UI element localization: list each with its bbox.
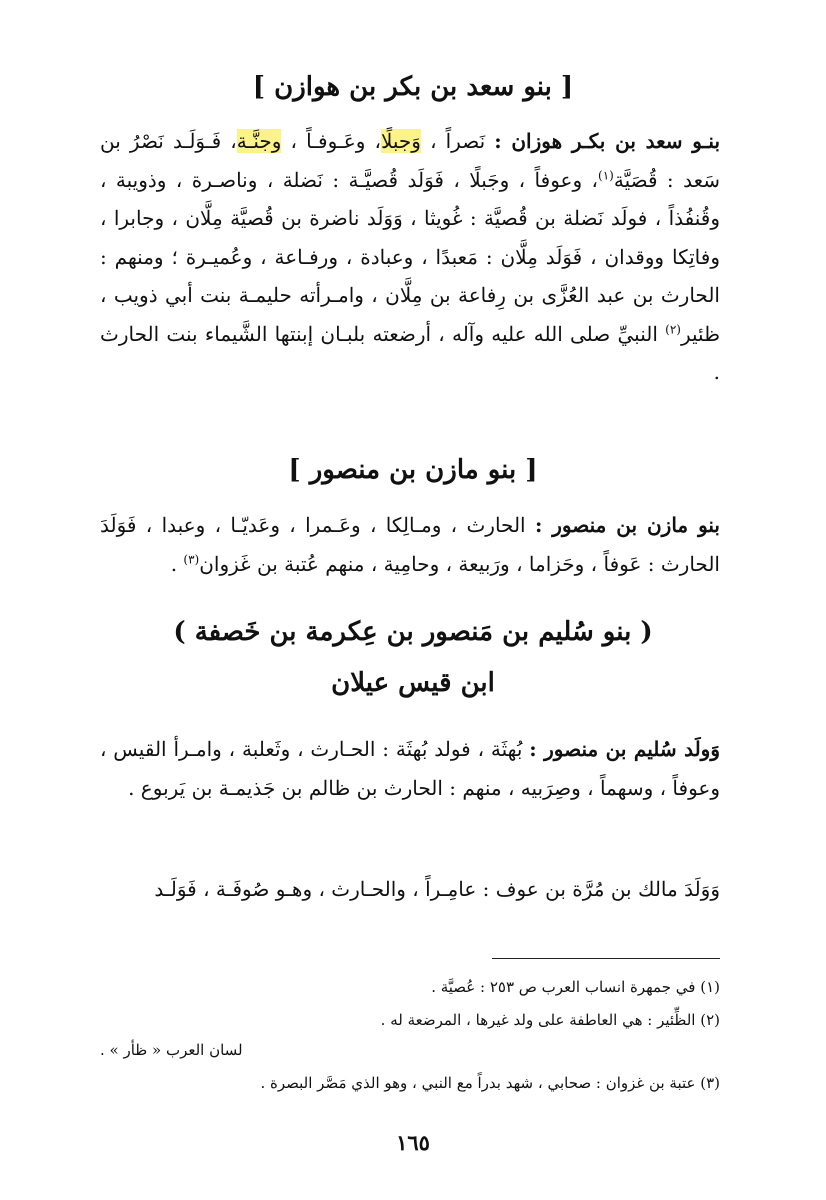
text-run: بُهثَة ، فولد بُهثَة : الحـارث ، وثَعلبة ، وامـرأ القيس ، وعوفاً ، وسهماً ، وصِرَبيه ، منهم : الحارث بن ظالم بن جَذيمـة بن يَربوع .: [100, 737, 720, 800]
paragraph-banu-sulaym: [100, 730, 720, 807]
footnote-marker-2: (٢): [665, 321, 681, 336]
section-heading-banu-mazin: [ بنو مازن بن منصور ]: [288, 455, 538, 485]
text-run: النبيِّ صلى الله عليه وآله ، أرضعته بلبـان إبنتها الشَّيماء بنت الحارث .: [100, 321, 720, 384]
footnote-marker-3: (٣): [183, 551, 200, 566]
section-heading-banu-saad: [ بنو سعد بن بكر بن هوازن ]: [252, 72, 574, 102]
text-run: نَصراً ،: [430, 129, 486, 153]
paragraph-lead: وَولَد سُليم بن منصور :: [529, 737, 720, 761]
page-number: ١٦٥: [396, 1130, 430, 1155]
paragraph-banu-mazin: [100, 506, 720, 583]
footnote-separator: [492, 958, 720, 959]
highlighted-word: وَجبلًا: [380, 129, 421, 153]
paragraph-lead: بنو مازن بن منصور :: [534, 513, 720, 537]
paragraph-lead: بنـو سعد بن بكـر هوزان :: [494, 129, 721, 153]
footnote-2: (٢) الظِّئير : هي العاطفة على ولد غيرها ، المرضعة له .: [380, 1011, 720, 1029]
footnote-1: (١) في جمهرة انساب العرب ص ٢٥٣ : عُصيَّة .: [431, 978, 720, 996]
text-run: ، وعوفاً ، وجَبلًا ، فَوَلَد قُصيَّـة : نَضلة ، وناصـرة ، وذويبة ، وقُنفُذاً ، فولَد نَضلة بن قُصيَّة : غُويثا ، وَوَلَد ناضرة بن قُصيَّة مِلَّان ، وجابرا ، وفاتِكا ووقدان ، فَوَلَد مِلَّان : مَعبدًا ، وعبادة ، ورفـاعة ، وعُميـرة ؛ ومنهم : الحارث بن عبد العُزَّى بن رِفاعة بن مِلَّان ، وامـرأته حليمـة بنت أبي ذويب ، ظئير: [100, 167, 720, 346]
section-subheading-qays-aylan: ابن قيس عيلان: [331, 668, 495, 698]
text-run: الحارث ، ومـالِكا ، وعَـمرا ، وعَديّـا ، وعبدا ، فَوَلَدَ الحارث : عَوفاً ، وحَزاما ، ورَبيعة ، وحامِية ، منهم عُتبة بن غَزوان: [100, 513, 720, 576]
paragraph-banu-saad: [100, 122, 720, 392]
text-run: ، وعَـوفـاً ،: [290, 129, 381, 153]
section-heading-banu-sulaym: ( بنو سُليم بن مَنصور بن عِكرمة بن خَصفة ): [173, 617, 653, 647]
footnote-marker-1: (١): [598, 167, 614, 182]
footnote-3: (٣) عتبة بن غزوان : صحابي ، شهد بدراً مع النبي ، وهو الذي مَصَّر البصرة .: [260, 1074, 720, 1092]
highlighted-word: وجنَّـة: [236, 129, 282, 153]
footnote-2-source: لسان العرب « ظأر » .: [100, 1041, 243, 1059]
text-run: .: [170, 551, 178, 576]
paragraph-malik-bin-murra: وَوَلَدَ مالك بن مُرَّة بن عوف : عامِـراً ، والحـارث ، وهـو صُوفَـة ، فَوَلَـد: [154, 877, 720, 901]
text-run: ، فَـوَلَـد نَصْرُ بن سَعد : قُصَيَّة: [100, 129, 720, 192]
